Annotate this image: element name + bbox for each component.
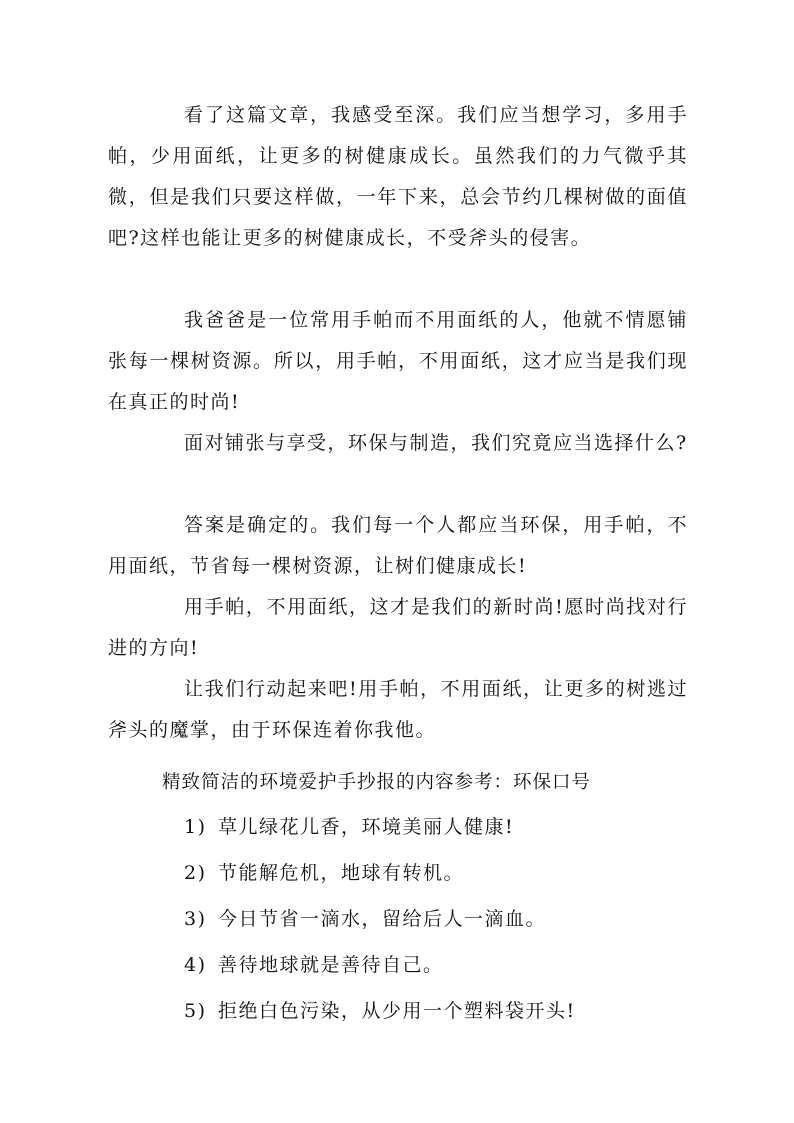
list-item-number: 2) xyxy=(184,862,207,884)
list-item-text: 今日节省一滴水，留给后人一滴血。 xyxy=(218,908,547,930)
section-heading: 精致简洁的环境爱护手抄报的内容参考：环保口号 xyxy=(162,772,592,793)
list-item xyxy=(184,900,576,946)
body-paragraph: 让我们行动起来吧!用手帕，不用面纸，让更多的树逃过斧头的魔掌，由于环保连着你我他。 xyxy=(108,678,688,741)
body-paragraph: 面对铺张与享受，环保与制造，我们究竟应当选择什么? xyxy=(184,432,688,454)
list-item xyxy=(184,946,576,992)
body-paragraph: 我爸爸是一位常用手帕而不用面纸的人，他就不情愿铺张每一棵树资源。所以，用手帕，不用面纸，这才应当是我们现在真正的时尚! xyxy=(108,309,688,413)
list-item xyxy=(184,854,576,900)
list-item-number: 4) xyxy=(184,954,207,976)
list-item-text: 善待地球就是善待自己。 xyxy=(218,954,444,976)
body-paragraph: 用手帕，不用面纸，这才是我们的新时尚!愿时尚找对行进的方向! xyxy=(108,596,688,659)
slogan-list xyxy=(184,808,576,1038)
body-paragraph: 看了这篇文章，我感受至深。我们应当想学习，多用手帕，少用面纸，让更多的树健康成长。虽然我们的力气微乎其微，但是我们只要这样做，一年下来，总会节约几棵树做的面值吧?这样也能让更多的树健康成长，不受斧头的侵害。 xyxy=(108,104,688,249)
list-item xyxy=(184,808,576,854)
list-item-number: 3) xyxy=(184,908,207,930)
list-item-number: 1) xyxy=(184,816,207,838)
list-item-text: 草儿绿花儿香，环境美丽人健康! xyxy=(218,816,515,838)
list-item-text: 节能解危机，地球有转机。 xyxy=(218,862,465,884)
list-item-number: 5) xyxy=(184,1000,207,1022)
body-paragraph: 答案是确定的。我们每一个人都应当环保，用手帕，不用面纸，节省每一棵树资源，让树们健康成长! xyxy=(108,514,688,577)
list-item-text: 拒绝白色污染，从少用一个塑料袋开头! xyxy=(218,1000,576,1022)
list-item xyxy=(184,992,576,1038)
